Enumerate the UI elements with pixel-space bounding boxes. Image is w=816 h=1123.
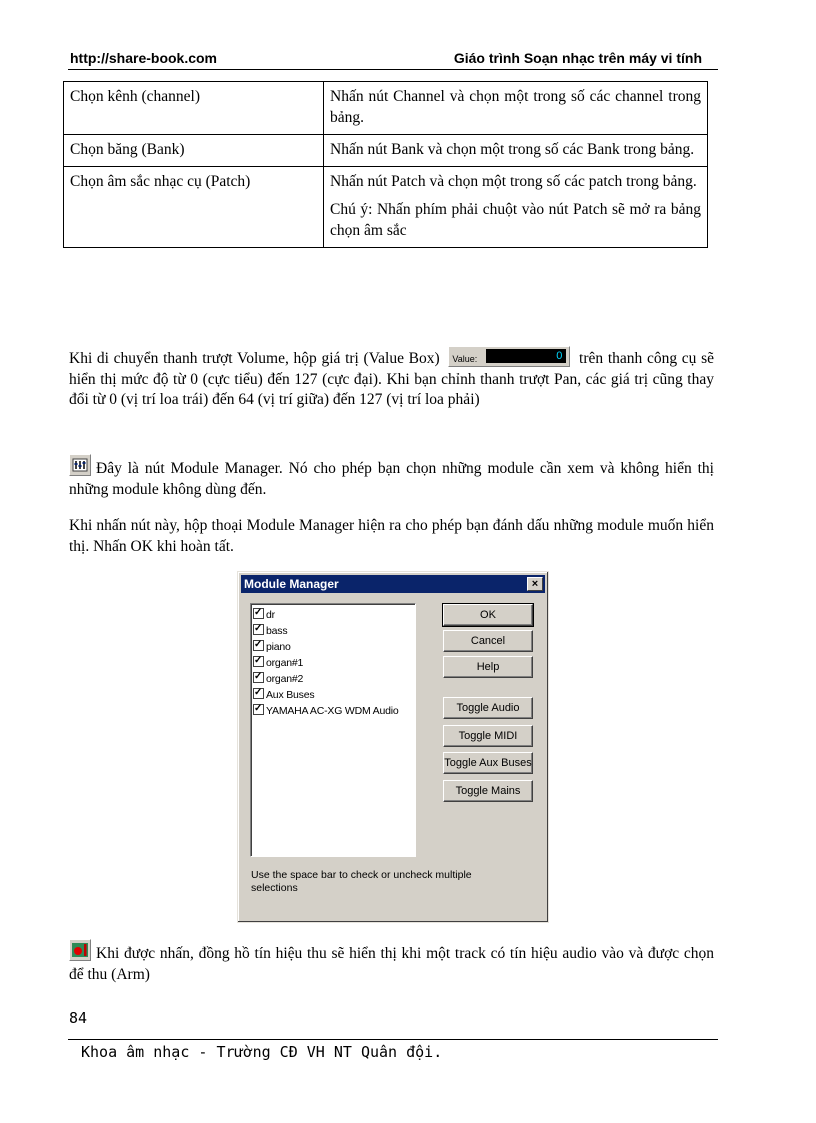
paragraph-dialog-intro: Khi nhấn nút này, hộp thoại Module Manager hiện ra cho phép bạn đánh dấu những module muốn hiển thị. Nhấn OK khi hoàn tất. (69, 517, 714, 555)
value-box-widget (448, 346, 570, 367)
paragraph-record-meter (69, 939, 714, 985)
list-item[interactable] (253, 687, 413, 703)
function-table (63, 81, 708, 248)
checkbox-checked-icon[interactable] (253, 640, 264, 651)
list-item-label: Aux Buses (266, 689, 315, 701)
list-item[interactable] (253, 623, 413, 639)
table-cell-action: Chọn âm sắc nhạc cụ (Patch) (64, 167, 324, 248)
module-manager-dialog (237, 571, 549, 923)
list-item[interactable] (253, 703, 413, 719)
table-cell-desc: Nhấn nút Channel và chọn một trong số các channel trong bảng. (324, 82, 708, 135)
dialog-title-bar (241, 575, 545, 593)
list-item[interactable] (253, 671, 413, 687)
value-box-field: 0 (486, 349, 566, 363)
list-item-label: YAMAHA AC-XG WDM Audio (266, 705, 399, 717)
checkbox-checked-icon[interactable] (253, 672, 264, 683)
checkbox-checked-icon[interactable] (253, 608, 264, 619)
list-item-label: organ#2 (266, 673, 304, 685)
paragraph-text: Khi được nhấn, đồng hồ tín hiệu thu sẽ hiển thị khi một track có tín hiệu audio vào và được chọn để thu (Arm) (69, 945, 714, 983)
module-list[interactable] (250, 603, 416, 857)
list-item-label: piano (266, 641, 291, 653)
table-row (64, 135, 708, 167)
header-url: http://share-book.com (70, 50, 218, 66)
toggle-audio-button[interactable]: Toggle Audio (443, 697, 533, 719)
paragraph-text: Khi di chuyển thanh trượt Volume, hộp giá trị (Value Box) (69, 350, 440, 367)
list-item-label: organ#1 (266, 657, 304, 669)
checkbox-checked-icon[interactable] (253, 656, 264, 667)
value-box-label: Value: (452, 354, 478, 364)
table-cell-action: Chọn băng (Bank) (64, 135, 324, 167)
dialog-hint: Use the space bar to check or uncheck multiple selections (251, 869, 472, 894)
checkbox-checked-icon[interactable] (253, 688, 264, 699)
checkbox-checked-icon[interactable] (253, 704, 264, 715)
help-button[interactable]: Help (443, 656, 533, 678)
cancel-button[interactable]: Cancel (443, 630, 533, 652)
toggle-aux-buses-button[interactable]: Toggle Aux Buses (443, 752, 533, 774)
header-divider (68, 69, 718, 70)
record-meter-icon (69, 939, 91, 961)
table-cell-action: Chọn kênh (channel) (64, 82, 324, 135)
toggle-midi-button[interactable]: Toggle MIDI (443, 725, 533, 747)
dialog-title: Module Manager (244, 577, 339, 591)
table-row (64, 82, 708, 135)
paragraph-module-manager (69, 454, 714, 500)
footer-text: Khoa âm nhạc - Trường CĐ VH NT Quân đội. (81, 1043, 443, 1061)
list-item[interactable] (253, 655, 413, 671)
list-item[interactable] (253, 639, 413, 655)
page-number: 84 (69, 1009, 88, 1027)
checkbox-checked-icon[interactable] (253, 624, 264, 635)
page-header (68, 50, 718, 68)
list-item-label: dr (266, 609, 275, 621)
table-cell-note: Chú ý: Nhấn phím phải chuột vào nút Patch sẽ mở ra bảng chọn âm sắc (330, 201, 701, 239)
table-row (64, 167, 708, 248)
paragraph-value-box (69, 346, 714, 411)
toggle-mains-button[interactable]: Toggle Mains (443, 780, 533, 802)
list-item-label: bass (266, 625, 288, 637)
paragraph-text: Đây là nút Module Manager. Nó cho phép bạn chọn những module cần xem và không hiển thị những module không dùng đến. (69, 460, 714, 498)
table-cell-desc: Nhấn nút Patch và chọn một trong số các patch trong bảng. (330, 173, 697, 190)
header-book-title: Giáo trình Soạn nhạc trên máy vi tính (453, 50, 702, 66)
module-manager-icon (69, 454, 91, 476)
table-cell-desc: Nhấn nút Bank và chọn một trong số các Bank trong bảng. (324, 135, 708, 167)
ok-button[interactable]: OK (443, 604, 533, 626)
list-item[interactable] (253, 607, 413, 623)
close-button[interactable]: × (527, 577, 543, 591)
table-cell-desc-group (324, 167, 708, 248)
paragraph-text: trên thanh công cụ sẽ hiển thị mức độ từ 0 (cực tiểu) đến 127 (cực đại). Khi bạn chỉnh thanh trượt Pan, các giá trị cũng thay đổi từ 0 (vị trí loa trái) đến 64 (vị trí giữa) đến 127 (vị trí loa phải) (69, 350, 714, 408)
footer-divider (68, 1039, 718, 1040)
